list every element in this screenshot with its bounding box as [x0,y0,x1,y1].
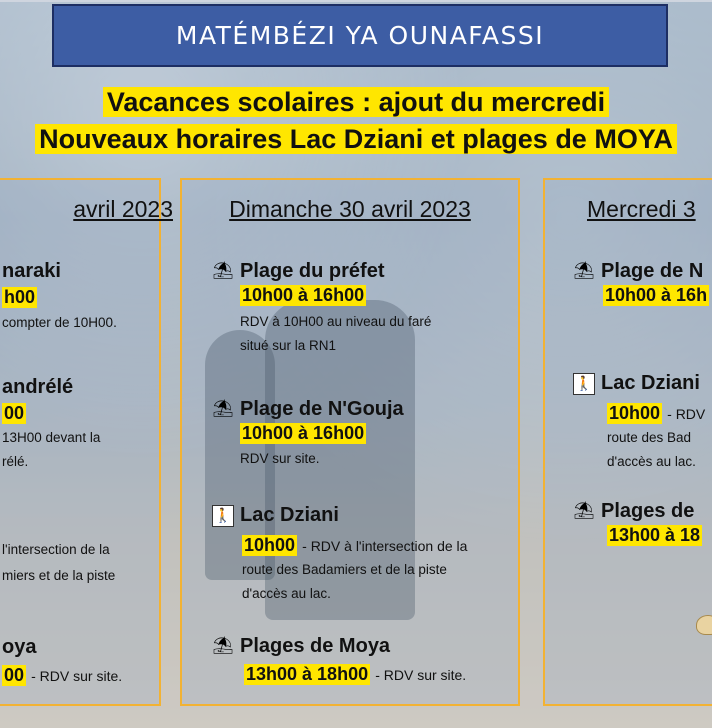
place-name: naraki [2,260,61,282]
entry-note [240,310,518,358]
entry-note [2,537,159,589]
note-line: d'accès au lac. [242,586,331,601]
note-line: route des Bad [607,430,692,445]
card-title: avril 2023 [73,196,173,222]
schedule-entry [212,260,518,358]
headline-line-2: Nouveaux horaires Lac Dziani et plages de MOYA [35,124,677,154]
note-line: 13H00 devant la [2,430,101,445]
place-name: Plages de [601,500,695,522]
beach-umbrella-icon: ⛱ [573,261,595,281]
title-text: MATÉMBÉZI YA OUNAFASSI [175,21,545,50]
schedule-entry [212,635,518,685]
schedule-entry [573,500,712,546]
place-name: Plage de N'Gouja [240,398,404,420]
note-line: miers et de la piste [2,568,116,583]
time-range: h00 [4,287,36,307]
place-name: Plages de Moya [240,635,391,657]
place-name: Plage du préfet [240,260,385,282]
beach-umbrella-icon: ⛱ [212,261,234,281]
time-range: 13h00 à 18 [609,525,701,545]
time-range: 10h00 [244,535,296,555]
entry-note: - RDV sur site. [31,668,123,684]
entry-note [242,558,518,606]
time-range: 00 [4,403,25,423]
note-line: situé sur la RN1 [240,338,337,353]
card-title: Dimanche 30 avril 2023 [229,196,471,222]
time-range: 10h00 à 16h00 [242,285,365,305]
note-line: d'accès au lac. [607,454,696,469]
time-range: 10h00 à 16h [605,285,708,305]
beach-umbrella-icon: ⛱ [573,501,595,521]
headline [0,84,712,158]
place-name: oya [2,636,37,658]
schedule-card-wednesday [543,178,712,706]
beach-umbrella-icon: ⛱ [212,399,234,419]
schedule-entry [573,260,712,306]
card-title: Mercredi 3 [587,196,696,222]
schedule-entry [2,260,159,336]
time-range: 10h00 [609,403,661,423]
entry-note [2,426,159,474]
note-line: RDV à 10H00 au niveau du faré [240,314,432,329]
entry-note: - RDV sur site. [375,667,467,683]
entry-note: RDV sur site. [240,451,320,466]
place-name: Lac Dziani [601,372,700,394]
place-name: andrélé [2,376,74,398]
note-line: route des Badamiers et de la piste [242,562,447,577]
schedule-card-left [0,178,173,706]
place-name: Lac Dziani [240,504,339,526]
entry-note: compter de 10H00. [2,315,117,330]
schedule-entry [573,372,712,474]
note-line: rélé. [2,454,29,469]
place-name: Plage de N [601,260,704,282]
time-range: 10h00 à 16h00 [242,423,365,443]
note-line: l'intersection de la [2,542,110,557]
schedule-entry [212,504,518,606]
schedule-entry [2,636,159,686]
shell-decoration [696,615,712,635]
schedule-entry [2,535,159,589]
top-strip [0,0,712,2]
schedule-entry [212,398,518,472]
time-range: 13h00 à 18h00 [246,664,369,684]
time-range: 00 [4,665,25,685]
entry-note [607,426,712,474]
hiker-icon: 🚶 [212,505,234,527]
title-banner [52,4,668,67]
schedule-card-sunday [180,178,520,706]
entry-note: - RDV [667,406,706,422]
beach-umbrella-icon: ⛱ [212,636,234,656]
hiker-icon: 🚶 [573,373,595,395]
schedule-entry [2,376,159,474]
headline-line-1: Vacances scolaires : ajout du mercredi [103,87,609,117]
entry-note: - RDV à l'intersection de la [302,538,468,554]
